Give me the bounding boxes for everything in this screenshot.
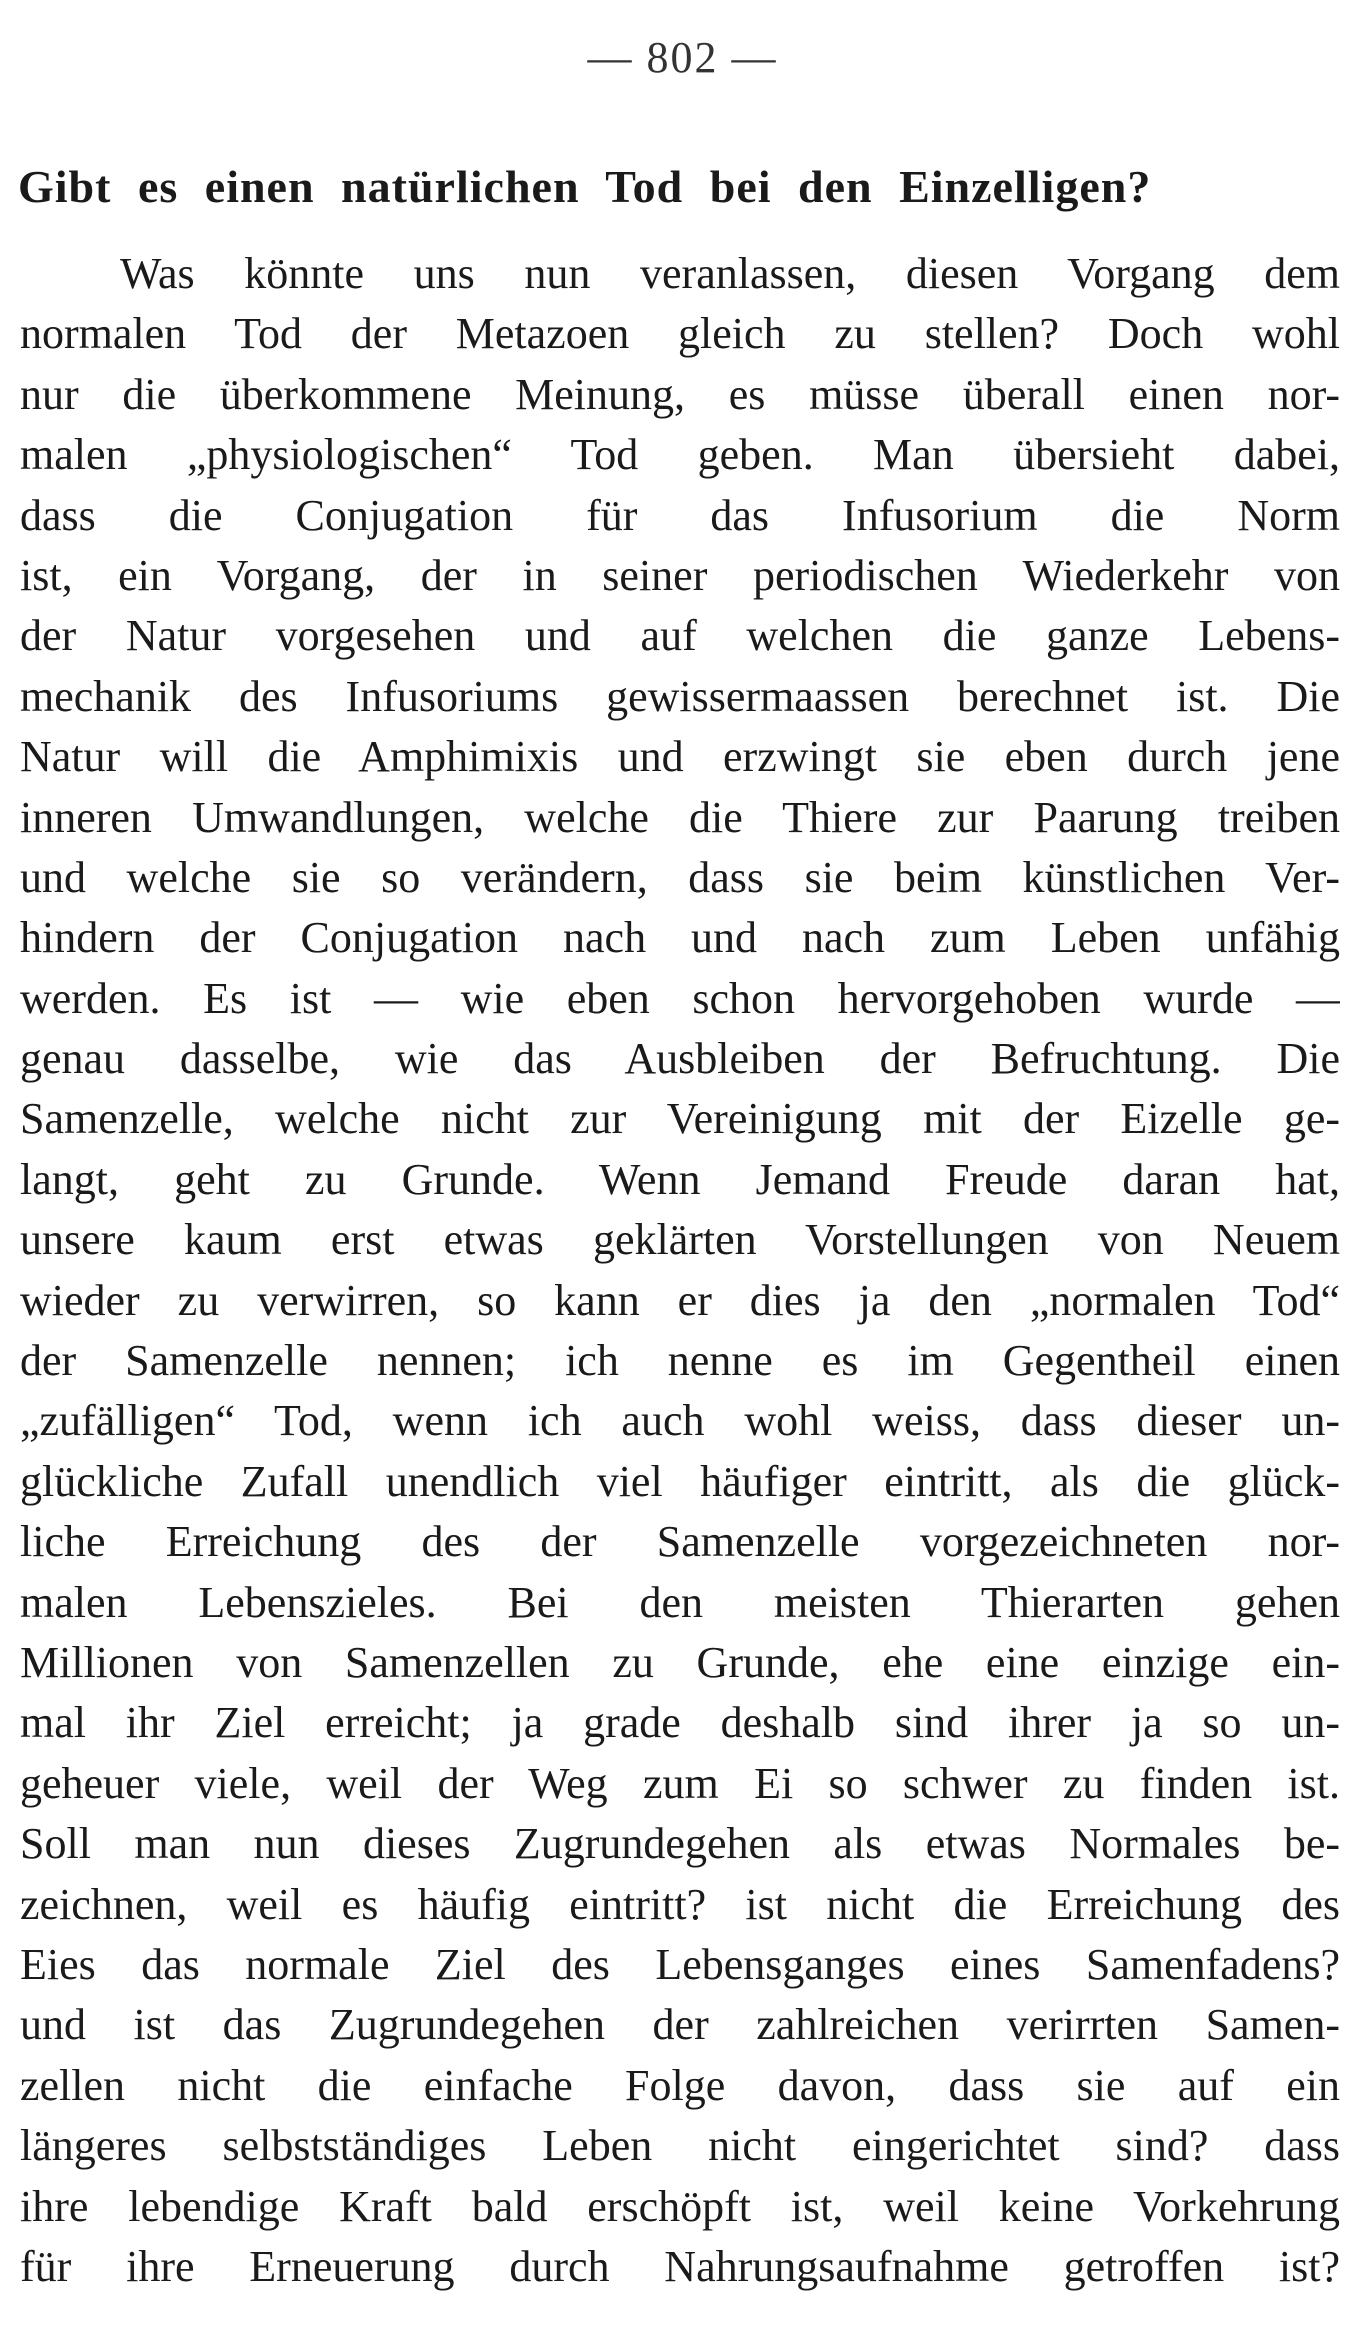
text-line: Was könnte uns nun veranlassen, diesen Vorgang dem: [120, 249, 1340, 298]
text-line: nur die überkommene Meinung, es müsse überall einen nor-: [20, 369, 1340, 419]
text-line: werden. Es ist — wie eben schon hervorgehoben wurde —: [20, 973, 1340, 1023]
text-line: malen „physiologischen“ Tod geben. Man übersieht dabei,: [20, 430, 1340, 480]
text-line: und ist das Zugrundegehen der zahlreichen verirrten Samen-: [20, 2000, 1340, 2050]
text-line: mechanik des Infusoriums gewissermaassen berechnet ist. Die: [20, 671, 1340, 721]
text-line: normalen Tod der Metazoen gleich zu stellen? Doch wohl: [20, 309, 1340, 359]
text-line: hindern der Conjugation nach und nach zum Leben unfähig: [20, 913, 1340, 963]
text-line: unsere kaum erst etwas geklärten Vorstellungen von Neuem: [20, 1215, 1340, 1265]
text-line: inneren Umwandlungen, welche die Thiere zur Paarung treiben: [20, 792, 1340, 842]
text-line: dass die Conjugation für das Infusorium die Norm: [20, 490, 1340, 540]
text-line: Millionen von Samenzellen zu Grunde, ehe eine einzige ein-: [20, 1637, 1340, 1687]
text-line: geheuer viele, weil der Weg zum Ei so schwer zu finden ist.: [20, 1758, 1340, 1808]
text-line: glückliche Zufall unendlich viel häufiger eintritt, als die glück-: [20, 1456, 1340, 1506]
text-line: längeres selbstständiges Leben nicht eingerichtet sind? dass: [20, 2121, 1340, 2171]
page-number: — 802 —: [587, 33, 778, 82]
text-line: für ihre Erneuerung durch Nahrungsaufnahme getroffen ist?: [20, 2241, 1340, 2291]
text-line: der Samenzelle nennen; ich nenne es im Gegentheil einen: [20, 1336, 1340, 1386]
text-line: Samenzelle, welche nicht zur Vereinigung mit der Eizelle ge-: [20, 1094, 1340, 1144]
text-line: wieder zu verwirren, so kann er dies ja den „normalen Tod“: [20, 1275, 1340, 1325]
text-line: Soll man nun dieses Zugrundegehen als etwas Normales be-: [20, 1819, 1340, 1869]
text-line: zellen nicht die einfache Folge davon, dass sie auf ein: [20, 2060, 1340, 2110]
text-line: langt, geht zu Grunde. Wenn Jemand Freude daran hat,: [20, 1154, 1340, 1204]
text-line: mal ihr Ziel erreicht; ja grade deshalb sind ihrer ja so un-: [20, 1698, 1340, 1748]
text-line: und welche sie so verändern, dass sie beim künstlichen Ver-: [20, 852, 1340, 902]
text-line: genau dasselbe, wie das Ausbleiben der Befruchtung. Die: [20, 1034, 1340, 1084]
text-line: „zufälligen“ Tod, wenn ich auch wohl weiss, dass dieser un-: [20, 1396, 1340, 1446]
section-heading: Gibt es einen natürlichen Tod bei den Einzelligen?: [18, 161, 1152, 212]
text-line: Eies das normale Ziel des Lebensganges eines Samenfadens?: [20, 1939, 1340, 1989]
text-line: der Natur vorgesehen und auf welchen die ganze Lebens-: [20, 611, 1340, 661]
text-line: zeichnen, weil es häufig eintritt? ist nicht die Erreichung des: [20, 1879, 1340, 1929]
body-text: [20, 244, 1340, 2297]
text-line: ihre lebendige Kraft bald erschöpft ist, weil keine Vorkehrung: [20, 2181, 1340, 2231]
text-line: liche Erreichung des der Samenzelle vorgezeichneten nor-: [20, 1517, 1340, 1567]
text-line: ist, ein Vorgang, der in seiner periodischen Wiederkehr von: [20, 550, 1340, 600]
text-line: Natur will die Amphimixis und erzwingt sie eben durch jene: [20, 732, 1340, 782]
text-line: malen Lebenszieles. Bei den meisten Thierarten gehen: [20, 1577, 1340, 1627]
